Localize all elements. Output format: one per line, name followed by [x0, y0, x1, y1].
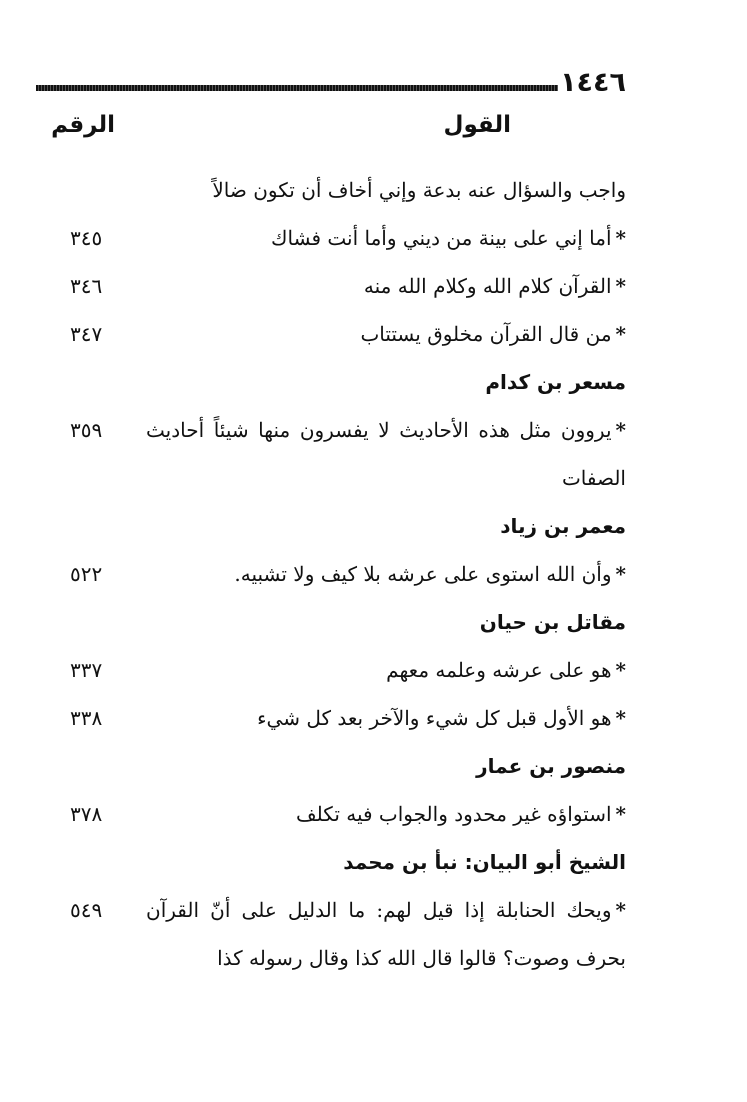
entry-quote: أما إني على بينة من ديني وأما أنت فشاك — [271, 226, 612, 250]
index-row — [40, 646, 626, 694]
entry-marker: * — [615, 322, 626, 346]
index-row-continuation — [40, 166, 626, 214]
index-row — [40, 886, 626, 982]
entry-text — [146, 214, 626, 262]
column-heading-number: الرقم — [51, 112, 115, 138]
index-row — [40, 214, 626, 262]
entry-text: واجب والسؤال عنه بدعة وإني أخاف أن تكون ضالاً — [212, 178, 626, 202]
entry-quote: يروون مثل هذه الأحاديث لا يفسرون منها شيئاً أحاديث الصفات — [146, 418, 626, 490]
entry-marker: * — [615, 802, 626, 826]
entry-marker: * — [615, 418, 626, 442]
column-heading-quote: القول — [443, 112, 511, 138]
section-heading — [40, 742, 626, 790]
entry-number: ٥٤٩ — [70, 898, 103, 922]
entry-number: ٣٣٨ — [70, 706, 103, 730]
heading-text: مسعر بن كدام — [485, 370, 626, 394]
index-row — [40, 790, 626, 838]
entry-marker: * — [615, 706, 626, 730]
index-row — [40, 262, 626, 310]
entry-marker: * — [615, 226, 626, 250]
header-rule — [36, 85, 558, 91]
entry-text — [146, 262, 626, 310]
entry-text — [146, 310, 626, 358]
entry-quote: هو الأول قبل كل شيء والآخر بعد كل شيء — [257, 706, 612, 730]
entry-number: ٣٤٥ — [70, 226, 103, 250]
page-number: ١٤٤٦ — [560, 67, 626, 98]
heading-text: منصور بن عمار — [476, 754, 626, 778]
entry-marker: * — [615, 274, 626, 298]
index-row — [40, 310, 626, 358]
entry-number: ٣٥٩ — [70, 418, 103, 442]
section-heading — [40, 838, 626, 886]
entry-quote: القرآن كلام الله وكلام الله منه — [363, 274, 612, 298]
heading-text: الشيخ أبو البيان: نبأ بن محمد — [343, 850, 626, 874]
entry-marker: * — [615, 898, 626, 922]
entry-quote: وأن الله استوى على عرشه بلا كيف ولا تشبيه. — [234, 562, 612, 586]
entry-number: ٥٢٢ — [70, 562, 103, 586]
entry-number: ٣٧٨ — [70, 802, 103, 826]
index-row — [40, 694, 626, 742]
entry-quote: استواؤه غير محدود والجواب فيه تكلف — [295, 802, 612, 826]
entry-text — [146, 406, 626, 502]
entry-number: ٣٤٧ — [70, 322, 103, 346]
entry-marker: * — [615, 658, 626, 682]
index-row — [40, 406, 626, 502]
entry-number: ٣٣٧ — [70, 658, 103, 682]
entry-text — [146, 886, 626, 982]
entry-text — [146, 694, 626, 742]
entry-quote: هو على عرشه وعلمه معهم — [386, 658, 612, 682]
index-row — [40, 550, 626, 598]
section-heading — [40, 358, 626, 406]
section-heading — [40, 502, 626, 550]
entry-quote: ويحك الحنابلة إذا قيل لهم: ما الدليل على أنّ القرآن بحرف وصوت؟ قالوا قال الله كذا وقال رسوله كذا — [146, 898, 626, 970]
entry-text — [146, 646, 626, 694]
entry-marker: * — [615, 562, 626, 586]
entry-quote: من قال القرآن مخلوق يستتاب — [360, 322, 612, 346]
entry-text — [146, 550, 626, 598]
section-heading — [40, 598, 626, 646]
entry-text — [146, 790, 626, 838]
entry-number: ٣٤٦ — [70, 274, 103, 298]
heading-text: معمر بن زياد — [500, 514, 626, 538]
page-header — [36, 66, 626, 106]
heading-text: مقاتل بن حيان — [479, 610, 626, 634]
index-list — [40, 166, 626, 982]
